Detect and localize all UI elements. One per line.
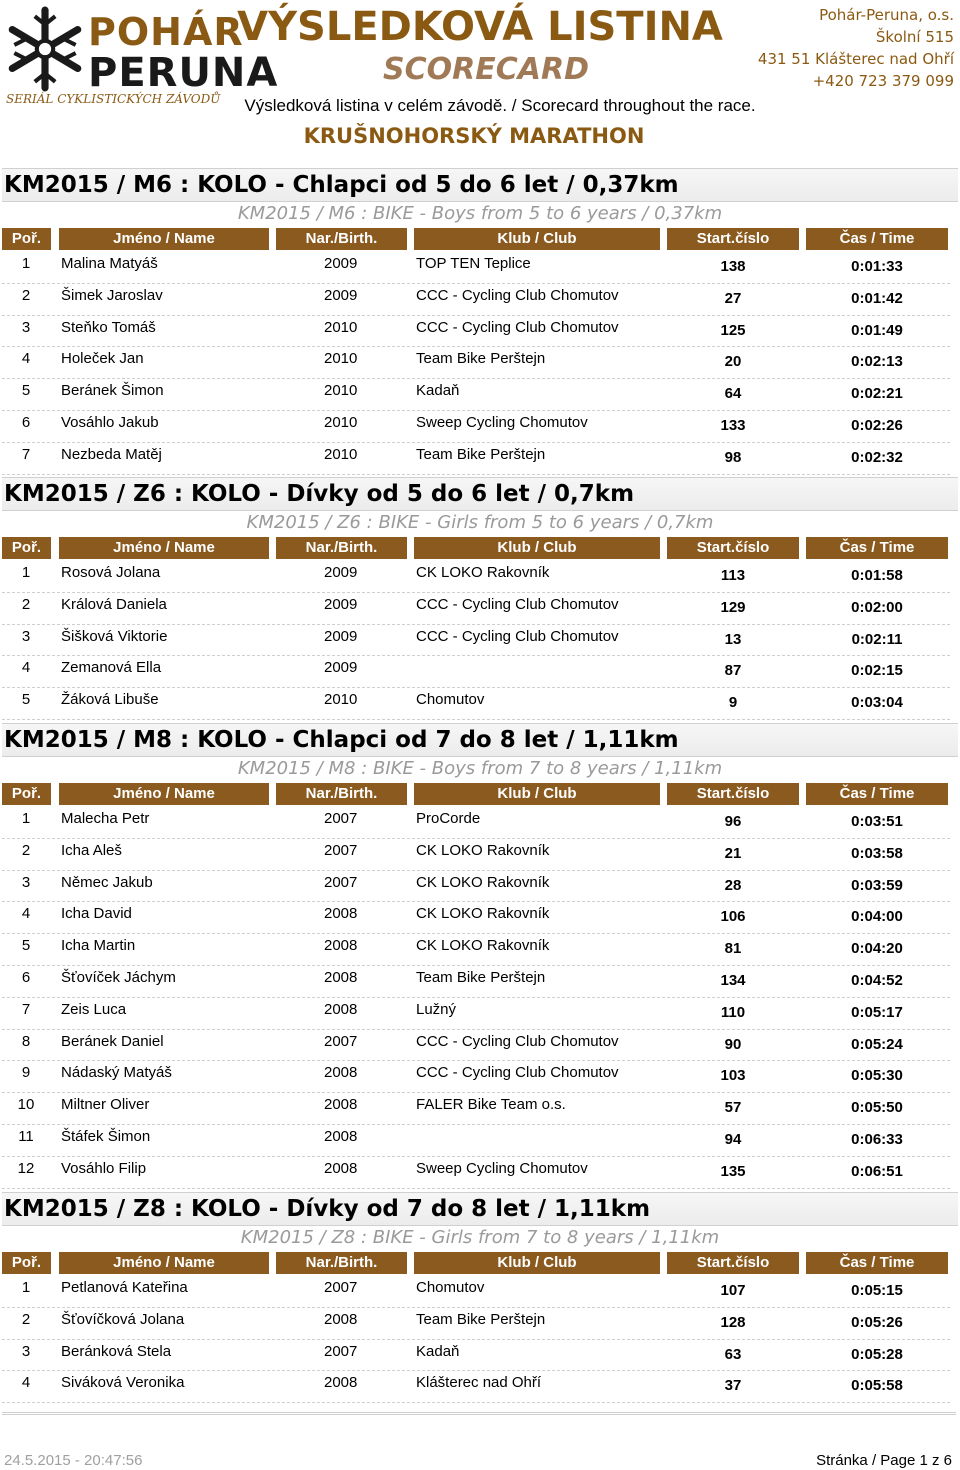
cell-name: Steňko Tomáš bbox=[61, 318, 156, 336]
cell-rank: 5 bbox=[21, 691, 31, 709]
result-row bbox=[2, 443, 950, 475]
cell-club: Kadaň bbox=[416, 382, 460, 400]
result-row bbox=[2, 1308, 950, 1340]
cell-club: Klášterec nad Ohří bbox=[416, 1374, 542, 1392]
cell-name: Vosáhlo Filip bbox=[61, 1159, 147, 1177]
result-row bbox=[2, 871, 950, 903]
cell-name: Zemanová Ella bbox=[61, 659, 162, 677]
cell-rank: 9 bbox=[21, 1064, 31, 1082]
cell-club: CK LOKO Rakovník bbox=[416, 937, 550, 955]
column-header-club: Klub / Club bbox=[414, 537, 660, 559]
category-subtitle: KM2015 / M8 : BIKE - Boys from 7 to 8 years / 1,11km bbox=[237, 758, 723, 779]
cell-club: Kadaň bbox=[416, 1342, 460, 1360]
page-header bbox=[0, 0, 960, 160]
result-row bbox=[2, 1061, 950, 1093]
result-row bbox=[2, 252, 950, 284]
cell-birth: 2009 bbox=[324, 659, 358, 677]
cell-time: 0:05:28 bbox=[851, 1345, 903, 1363]
cell-start: 125 bbox=[720, 321, 746, 339]
cell-rank: 1 bbox=[21, 1279, 31, 1296]
cell-club: Chomutov bbox=[416, 691, 485, 709]
cell-club: FALER Bike Team o.s. bbox=[416, 1096, 566, 1114]
cell-time: 0:05:15 bbox=[851, 1282, 903, 1299]
result-row bbox=[2, 934, 950, 966]
cell-name: Šimek Jaroslav bbox=[61, 286, 163, 304]
page-number: Stránka / Page 1 z 6 bbox=[816, 1452, 952, 1469]
organizer-name: Pohár-Peruna, o.s. bbox=[819, 6, 954, 24]
cell-start: 128 bbox=[720, 1313, 746, 1331]
cell-time: 0:05:24 bbox=[851, 1035, 903, 1053]
result-row bbox=[2, 561, 950, 593]
cell-name: Rosová Jolana bbox=[61, 564, 161, 581]
cell-birth: 2008 bbox=[324, 1064, 358, 1082]
cell-time: 0:01:58 bbox=[851, 567, 903, 584]
organizer-city: 431 51 Klášterec nad Ohří bbox=[757, 50, 954, 68]
column-header-club: Klub / Club bbox=[414, 228, 660, 250]
result-row bbox=[2, 1030, 950, 1062]
cell-name: Vosáhlo Jakub bbox=[61, 413, 159, 431]
cell-rank: 3 bbox=[21, 1342, 31, 1360]
cell-start: 133 bbox=[720, 416, 746, 434]
column-header-start: Start.číslo bbox=[667, 1252, 799, 1274]
cell-club: Chomutov bbox=[416, 1279, 485, 1296]
category-title: KM2015 / M8 : KOLO - Chlapci od 7 do 8 let / 1,11km bbox=[2, 723, 958, 757]
logo-brand-bottom: PERUNA bbox=[88, 50, 279, 96]
cell-time: 0:02:32 bbox=[851, 448, 903, 466]
cell-start: 9 bbox=[728, 694, 738, 712]
cell-time: 0:05:26 bbox=[851, 1313, 903, 1331]
cell-name: Icha Martin bbox=[61, 937, 136, 955]
column-header-name: Jméno / Name bbox=[59, 537, 269, 559]
page-subtitle: SCORECARD bbox=[383, 52, 589, 87]
cell-club: Sweep Cycling Chomutov bbox=[416, 1159, 588, 1177]
cell-name: Beránková Stela bbox=[61, 1342, 172, 1360]
column-header-name: Jméno / Name bbox=[59, 783, 269, 805]
cell-club: Team Bike Perštejn bbox=[416, 968, 546, 986]
cell-birth: 2008 bbox=[324, 1374, 358, 1392]
cell-name: Králová Daniela bbox=[61, 595, 167, 613]
cell-time: 0:01:42 bbox=[851, 289, 903, 307]
cell-club: TOP TEN Teplice bbox=[416, 255, 531, 272]
cell-birth: 2009 bbox=[324, 564, 358, 581]
cell-birth: 2010 bbox=[324, 318, 358, 336]
cell-name: Nádaský Matyáš bbox=[61, 1064, 172, 1082]
cell-rank: 2 bbox=[21, 286, 31, 304]
result-row bbox=[2, 1371, 950, 1403]
cell-rank: 6 bbox=[21, 413, 31, 431]
cell-name: Malina Matyáš bbox=[61, 255, 158, 272]
cell-start: 110 bbox=[720, 1003, 746, 1021]
cell-birth: 2007 bbox=[324, 873, 358, 891]
column-header-row bbox=[0, 537, 960, 561]
cell-start: 134 bbox=[720, 971, 746, 989]
cell-name: Holeček Jan bbox=[61, 350, 144, 368]
cell-time: 0:04:20 bbox=[851, 940, 903, 958]
cell-time: 0:03:58 bbox=[851, 844, 903, 862]
column-header-club: Klub / Club bbox=[414, 1252, 660, 1274]
cell-start: 63 bbox=[724, 1345, 742, 1363]
cell-birth: 2009 bbox=[324, 255, 358, 272]
result-row bbox=[2, 316, 950, 348]
cell-name: Štáfek Šimon bbox=[61, 1127, 151, 1145]
cell-time: 0:06:33 bbox=[851, 1130, 903, 1148]
cell-rank: 4 bbox=[21, 905, 31, 923]
cell-start: 87 bbox=[724, 662, 742, 680]
cell-club: Lužný bbox=[416, 1000, 457, 1018]
cell-name: Němec Jakub bbox=[61, 873, 153, 891]
cell-name: Šišková Viktorie bbox=[61, 627, 168, 645]
cell-name: Šťovíčková Jolana bbox=[61, 1310, 185, 1328]
cell-birth: 2008 bbox=[324, 968, 358, 986]
cell-birth: 2007 bbox=[324, 1032, 358, 1050]
cell-rank: 2 bbox=[21, 841, 31, 859]
organizer-info bbox=[758, 4, 954, 92]
cell-birth: 2008 bbox=[324, 1159, 358, 1177]
cell-birth: 2007 bbox=[324, 1279, 358, 1296]
cell-start: 37 bbox=[724, 1377, 742, 1395]
result-row bbox=[2, 284, 950, 316]
cell-birth: 2008 bbox=[324, 937, 358, 955]
cell-birth: 2010 bbox=[324, 382, 358, 400]
cell-start: 81 bbox=[724, 940, 742, 958]
cell-start: 107 bbox=[720, 1282, 746, 1299]
cell-name: Malecha Petr bbox=[61, 810, 150, 827]
cell-club: CCC - Cycling Club Chomutov bbox=[416, 595, 619, 613]
cell-birth: 2009 bbox=[324, 595, 358, 613]
cell-rank: 5 bbox=[21, 937, 31, 955]
cell-rank: 8 bbox=[21, 1032, 31, 1050]
cell-start: 113 bbox=[720, 567, 746, 584]
cell-start: 106 bbox=[720, 908, 746, 926]
cell-time: 0:02:00 bbox=[851, 598, 903, 616]
logo-brand-top: POHÁR bbox=[88, 10, 244, 54]
cell-birth: 2007 bbox=[324, 1342, 358, 1360]
result-row bbox=[2, 839, 950, 871]
cell-club: Sweep Cycling Chomutov bbox=[416, 413, 588, 431]
cell-club: Team Bike Perštejn bbox=[416, 445, 546, 463]
column-header-rank: Poř. bbox=[2, 228, 51, 250]
cell-name: Icha Aleš bbox=[61, 841, 122, 859]
category-title: KM2015 / M6 : KOLO - Chlapci od 5 do 6 let / 0,37km bbox=[2, 168, 958, 202]
page-description: Výsledková listina v celém závodě. / Scorecard throughout the race. bbox=[244, 96, 756, 115]
column-header-time: Čas / Time bbox=[806, 537, 948, 559]
cell-start: 13 bbox=[724, 630, 742, 648]
cell-club: CK LOKO Rakovník bbox=[416, 564, 550, 581]
result-row bbox=[2, 807, 950, 839]
cell-start: 138 bbox=[720, 258, 746, 275]
cell-rank: 2 bbox=[21, 595, 31, 613]
cell-birth: 2008 bbox=[324, 1127, 358, 1145]
results-section bbox=[0, 1192, 960, 1403]
cell-name: Miltner Oliver bbox=[61, 1096, 150, 1114]
cell-start: 57 bbox=[724, 1099, 742, 1117]
cell-birth: 2008 bbox=[324, 1096, 358, 1114]
cell-time: 0:02:15 bbox=[851, 662, 903, 680]
cell-start: 103 bbox=[720, 1067, 746, 1085]
cell-time: 0:03:04 bbox=[851, 694, 903, 712]
cell-club: CK LOKO Rakovník bbox=[416, 873, 550, 891]
cell-time: 0:03:51 bbox=[851, 813, 903, 830]
cell-rank: 12 bbox=[17, 1159, 35, 1177]
column-header-rank: Poř. bbox=[2, 537, 51, 559]
cell-rank: 10 bbox=[17, 1096, 35, 1114]
cell-start: 135 bbox=[720, 1162, 746, 1180]
cell-name: Icha David bbox=[61, 905, 132, 923]
result-row bbox=[2, 593, 950, 625]
cell-time: 0:02:11 bbox=[851, 630, 903, 648]
column-header-row bbox=[0, 783, 960, 807]
cell-birth: 2007 bbox=[324, 841, 358, 859]
cell-start: 90 bbox=[724, 1035, 742, 1053]
result-row bbox=[2, 902, 950, 934]
result-row bbox=[2, 1125, 950, 1157]
cell-birth: 2008 bbox=[324, 1310, 358, 1328]
category-subtitle: KM2015 / M6 : BIKE - Boys from 5 to 6 years / 0,37km bbox=[237, 203, 723, 224]
result-row bbox=[2, 379, 950, 411]
bottom-divider bbox=[2, 1412, 956, 1415]
organizer-phone: +420 723 379 099 bbox=[812, 72, 954, 90]
cell-birth: 2008 bbox=[324, 1000, 358, 1018]
cell-time: 0:01:49 bbox=[851, 321, 903, 339]
cell-birth: 2010 bbox=[324, 445, 358, 463]
category-title: KM2015 / Z6 : KOLO - Dívky od 5 do 6 let / 0,7km bbox=[2, 477, 958, 511]
column-header-birth: Nar./Birth. bbox=[276, 783, 407, 805]
cell-name: Beránek Šimon bbox=[61, 382, 164, 400]
cell-rank: 2 bbox=[21, 1310, 31, 1328]
organizer-street: Školní 515 bbox=[875, 28, 954, 46]
cell-start: 20 bbox=[724, 353, 742, 371]
cell-rank: 3 bbox=[21, 627, 31, 645]
cell-time: 0:02:21 bbox=[851, 385, 903, 403]
column-header-rank: Poř. bbox=[2, 1252, 51, 1274]
column-header-birth: Nar./Birth. bbox=[276, 1252, 407, 1274]
cell-rank: 4 bbox=[21, 350, 31, 368]
cell-time: 0:02:13 bbox=[851, 353, 903, 371]
column-header-start: Start.číslo bbox=[667, 783, 799, 805]
cell-rank: 11 bbox=[18, 1127, 34, 1145]
cell-rank: 3 bbox=[21, 318, 31, 336]
cell-rank: 7 bbox=[21, 1000, 31, 1018]
page-title: VÝSLEDKOVÁ LISTINA bbox=[237, 4, 723, 50]
cell-time: 0:05:17 bbox=[851, 1003, 903, 1021]
column-header-time: Čas / Time bbox=[806, 1252, 948, 1274]
cell-name: Žáková Libuše bbox=[61, 691, 159, 709]
column-header-rank: Poř. bbox=[2, 783, 51, 805]
cell-rank: 1 bbox=[21, 564, 31, 581]
column-header-name: Jméno / Name bbox=[59, 228, 269, 250]
results-section bbox=[0, 477, 960, 720]
column-header-time: Čas / Time bbox=[806, 783, 948, 805]
print-timestamp: 24.5.2015 - 20:47:56 bbox=[4, 1452, 143, 1469]
column-header-birth: Nar./Birth. bbox=[276, 228, 407, 250]
cell-birth: 2010 bbox=[324, 350, 358, 368]
cell-time: 0:03:59 bbox=[851, 876, 903, 894]
result-row bbox=[2, 1157, 950, 1189]
cell-club: ProCorde bbox=[416, 810, 481, 827]
cell-time: 0:04:52 bbox=[851, 971, 903, 989]
cell-time: 0:04:00 bbox=[851, 908, 903, 926]
cell-rank: 1 bbox=[21, 255, 31, 272]
cell-start: 28 bbox=[724, 876, 742, 894]
result-row bbox=[2, 966, 950, 998]
category-title: KM2015 / Z8 : KOLO - Dívky od 7 do 8 let / 1,11km bbox=[2, 1192, 958, 1226]
cell-birth: 2010 bbox=[324, 691, 358, 709]
result-row bbox=[2, 688, 950, 720]
results-section bbox=[0, 168, 960, 475]
cell-rank: 5 bbox=[21, 382, 31, 400]
cell-start: 94 bbox=[724, 1130, 742, 1148]
cell-club: CCC - Cycling Club Chomutov bbox=[416, 318, 619, 336]
cell-birth: 2007 bbox=[324, 810, 358, 827]
cell-start: 96 bbox=[724, 813, 742, 830]
column-header-row bbox=[0, 228, 960, 252]
column-header-club: Klub / Club bbox=[414, 783, 660, 805]
result-row bbox=[2, 1093, 950, 1125]
cell-time: 0:02:26 bbox=[851, 416, 903, 434]
event-name: KRUŠNOHORSKÝ MARATHON bbox=[303, 124, 645, 148]
cell-club: CCC - Cycling Club Chomutov bbox=[416, 1032, 619, 1050]
cell-birth: 2009 bbox=[324, 286, 358, 304]
result-row bbox=[2, 656, 950, 688]
cell-club: CCC - Cycling Club Chomutov bbox=[416, 286, 619, 304]
cell-name: Beránek Daniel bbox=[61, 1032, 164, 1050]
cell-name: Petlanová Kateřina bbox=[61, 1279, 188, 1296]
logo-tagline: SERIÁL CYKLISTICKÝCH ZÁVODŮ bbox=[6, 92, 221, 106]
result-row bbox=[2, 1276, 950, 1308]
result-row bbox=[2, 625, 950, 657]
cell-start: 129 bbox=[720, 598, 746, 616]
cell-start: 98 bbox=[724, 448, 742, 466]
cell-time: 0:05:50 bbox=[851, 1099, 903, 1117]
cell-name: Nezbeda Matěj bbox=[61, 445, 162, 463]
cell-club: Team Bike Perštejn bbox=[416, 350, 546, 368]
cell-time: 0:05:30 bbox=[851, 1067, 903, 1085]
cell-start: 27 bbox=[724, 289, 742, 307]
cell-start: 64 bbox=[724, 385, 742, 403]
cell-club: Team Bike Perštejn bbox=[416, 1310, 546, 1328]
snowflake-emblem-icon bbox=[4, 4, 86, 94]
column-header-start: Start.číslo bbox=[667, 228, 799, 250]
cell-rank: 7 bbox=[21, 445, 31, 463]
category-subtitle: KM2015 / Z6 : BIKE - Girls from 5 to 6 years / 0,7km bbox=[246, 512, 714, 533]
cell-name: Siváková Veronika bbox=[61, 1374, 185, 1392]
cell-birth: 2008 bbox=[324, 905, 358, 923]
cell-time: 0:01:33 bbox=[851, 258, 903, 275]
results-section bbox=[0, 723, 960, 1189]
cell-name: Šťovíček Jáchym bbox=[61, 968, 176, 986]
cell-rank: 4 bbox=[21, 1374, 31, 1392]
cell-birth: 2010 bbox=[324, 413, 358, 431]
result-row bbox=[2, 347, 950, 379]
cell-name: Zeis Luca bbox=[61, 1000, 127, 1018]
cell-rank: 4 bbox=[21, 659, 31, 677]
cell-rank: 3 bbox=[21, 873, 31, 891]
cell-rank: 1 bbox=[21, 810, 31, 827]
result-row bbox=[2, 998, 950, 1030]
cell-club: CCC - Cycling Club Chomutov bbox=[416, 627, 619, 645]
result-row bbox=[2, 1340, 950, 1372]
column-header-start: Start.číslo bbox=[667, 537, 799, 559]
cell-time: 0:06:51 bbox=[851, 1162, 903, 1180]
cell-club: CCC - Cycling Club Chomutov bbox=[416, 1064, 619, 1082]
cell-rank: 6 bbox=[21, 968, 31, 986]
cell-club: CK LOKO Rakovník bbox=[416, 841, 550, 859]
cell-start: 21 bbox=[724, 844, 742, 862]
category-subtitle: KM2015 / Z8 : BIKE - Girls from 7 to 8 years / 1,11km bbox=[240, 1227, 720, 1248]
column-header-row bbox=[0, 1252, 960, 1276]
cell-birth: 2009 bbox=[324, 627, 358, 645]
result-row bbox=[2, 411, 950, 443]
column-header-birth: Nar./Birth. bbox=[276, 537, 407, 559]
column-header-time: Čas / Time bbox=[806, 228, 948, 250]
column-header-name: Jméno / Name bbox=[59, 1252, 269, 1274]
cell-time: 0:05:58 bbox=[851, 1377, 903, 1395]
cell-club: CK LOKO Rakovník bbox=[416, 905, 550, 923]
